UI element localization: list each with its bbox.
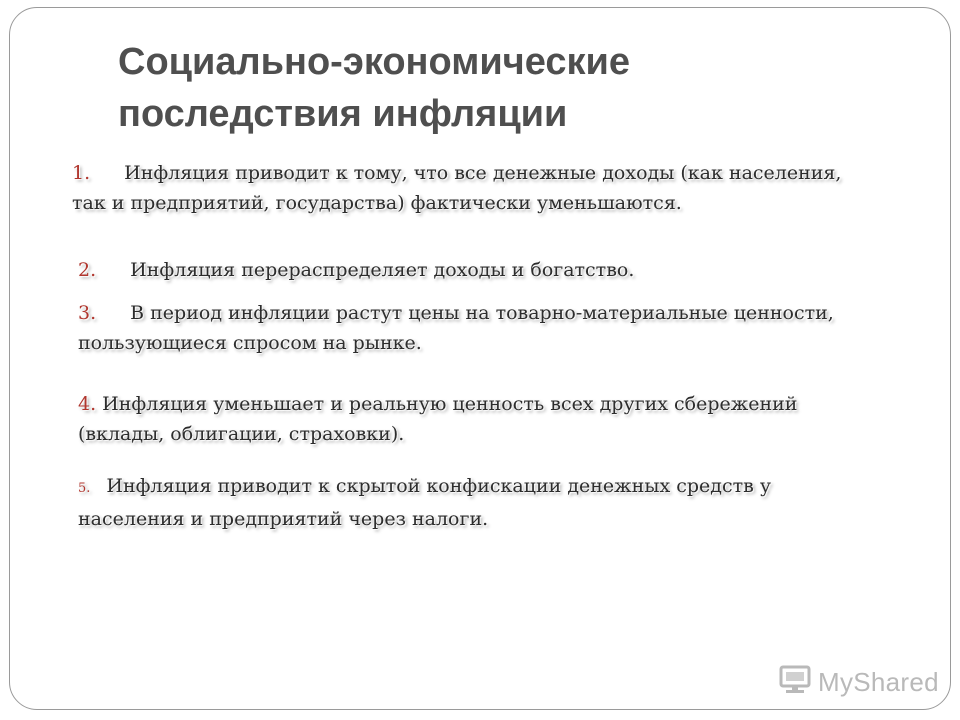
list-item-3 xyxy=(78,298,838,358)
slide xyxy=(9,7,951,710)
monitor-icon xyxy=(778,665,812,700)
item-number: 2. xyxy=(78,259,97,281)
list-item-5 xyxy=(78,471,868,534)
myshared-logo xyxy=(778,662,939,702)
item-number: 5. xyxy=(78,481,91,496)
item-text: Инфляция приводит к скрытой конфискации денежных средств у населения и предприятий через налоги. xyxy=(78,475,772,530)
item-number: 3. xyxy=(78,302,97,324)
item-number: 4. xyxy=(78,393,97,415)
item-number: 1. xyxy=(72,162,91,184)
item-text: В период инфляции растут цены на товарно-материальные ценности, пользующиеся спросом на рынке. xyxy=(78,302,834,354)
item-text: Инфляция приводит к тому, что все денежные доходы (как населения, так и предприятий, государства) фактически уменьшаются. xyxy=(72,162,842,214)
item-text: Инфляция перераспределяет доходы и богатство. xyxy=(130,259,635,281)
list-item-1 xyxy=(72,158,872,218)
logo-label: MyShared xyxy=(818,666,939,697)
list-item-2 xyxy=(78,255,878,285)
slide-title: Социально-экономические последствия инфляции xyxy=(118,41,631,135)
item-text: Инфляция уменьшает и реальную ценность всех других сбережений (вклады, облигации, страховки). xyxy=(78,393,798,445)
list-item-4 xyxy=(78,389,878,449)
